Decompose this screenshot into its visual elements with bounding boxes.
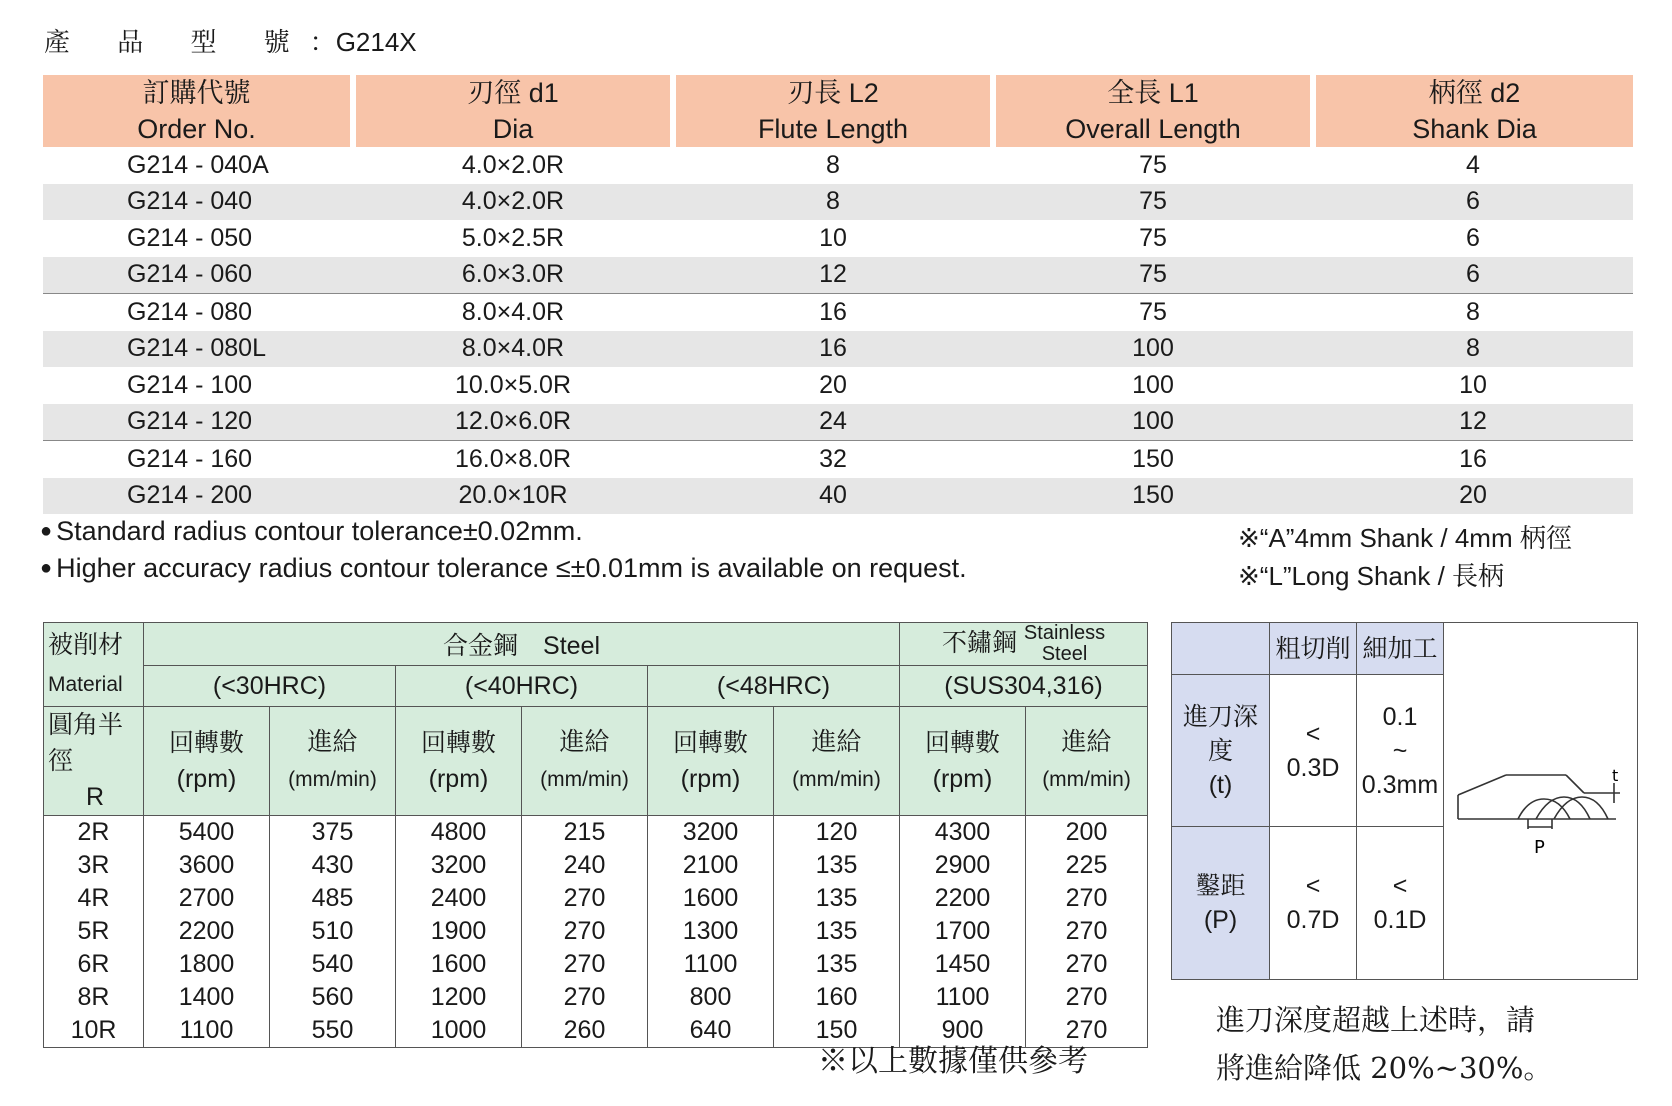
- dp-depth-finish: 0.1 ~ 0.3mm: [1357, 675, 1444, 827]
- dia-cell: 12.0×6.0R: [353, 404, 673, 441]
- feed-cell: 270: [522, 948, 648, 981]
- dp-corner: [1172, 623, 1270, 675]
- feed-cell: 270: [522, 882, 648, 915]
- rpm-cell: 4300: [900, 816, 1026, 850]
- dia-cell: 4.0×2.0R: [353, 184, 673, 221]
- rpm-cell: 1600: [648, 882, 774, 915]
- spec-row: [43, 367, 1633, 404]
- spec-row: [43, 404, 1633, 441]
- radius-cell: 2R: [44, 816, 144, 850]
- dia-cell: 6.0×3.0R: [353, 257, 673, 294]
- overall-length-cell: 100: [1132, 370, 1174, 399]
- overall-length-cell: 100: [993, 404, 1313, 441]
- rpm-cell: 1200: [396, 981, 522, 1014]
- radius-cell: 5R: [44, 915, 144, 948]
- feed-cell: 135: [774, 948, 900, 981]
- rpm-cell: 900: [900, 1014, 1026, 1048]
- feed-header: 進給 (mm/min): [522, 707, 648, 816]
- rpm-cell: 1900: [396, 915, 522, 948]
- tolerance-note-1: ● Standard radius contour tolerance±0.02mm.: [40, 516, 583, 546]
- shank-dia-cell: 4: [1466, 150, 1480, 179]
- rpm-cell: 1100: [648, 948, 774, 981]
- spec-row: [43, 184, 1633, 221]
- shank-dia-cell: 8: [1466, 297, 1480, 326]
- shank-dia-cell: 6: [1313, 184, 1633, 221]
- depth-pitch-table: [1171, 622, 1638, 980]
- rpm-cell: 2200: [144, 915, 270, 948]
- shank-note-a: ※“A”4mm Shank / 4mm 柄徑: [1238, 523, 1572, 553]
- overall-length-cell: 75: [993, 257, 1313, 294]
- cutting-row: [44, 948, 1148, 981]
- flute-length-cell: 8: [826, 150, 840, 179]
- feed-header: 進給 (mm/min): [270, 707, 396, 816]
- cutting-row: [44, 915, 1148, 948]
- dia-cell: 10.0×5.0R: [454, 370, 572, 399]
- flute-length-cell: 32: [819, 444, 847, 473]
- shank-dia-cell: 16: [1459, 444, 1487, 473]
- cutting-conditions-table: [43, 622, 1148, 1048]
- flute-length-cell: 20: [819, 370, 847, 399]
- rpm-cell: 1000: [396, 1014, 522, 1048]
- shank-note-l: ※“L”Long Shank / 長柄: [1238, 561, 1505, 591]
- shank-dia-cell: 8: [1313, 331, 1633, 368]
- feed-cell: 540: [270, 948, 396, 981]
- order-no-cell: G214 - 080L: [43, 331, 353, 368]
- order-no-cell: G214 - 080: [127, 297, 253, 326]
- dp-depth-rough: < 0.3D: [1270, 675, 1357, 827]
- feed-cell: 270: [522, 981, 648, 1014]
- cutting-path-diagram: [1444, 737, 1638, 857]
- feed-cell: 510: [270, 915, 396, 948]
- dia-cell: 5.0×2.5R: [461, 223, 565, 252]
- rpm-cell: 2400: [396, 882, 522, 915]
- flute-length-cell: 12: [673, 257, 993, 294]
- disclaimer: ※以上數據僅供參考: [818, 1044, 1088, 1079]
- rpm-header: 回轉數 (rpm): [648, 707, 774, 816]
- feed-cell: 120: [774, 816, 900, 850]
- rpm-header: 回轉數 (rpm): [396, 707, 522, 816]
- rpm-cell: 2100: [648, 849, 774, 882]
- feed-cell: 160: [774, 981, 900, 1014]
- dp-pitch-rough: < 0.7D: [1270, 827, 1357, 980]
- cutting-row: [44, 816, 1148, 850]
- dia-cell: 16.0×8.0R: [454, 444, 572, 473]
- order-no-cell: G214 - 100: [127, 370, 253, 399]
- feed-cell: 225: [1026, 849, 1148, 882]
- feed-cell: 270: [1026, 882, 1148, 915]
- spec-row: [43, 441, 1633, 478]
- rpm-cell: 2700: [144, 882, 270, 915]
- feed-header: 進給 (mm/min): [774, 707, 900, 816]
- order-no-cell: G214 - 120: [43, 404, 353, 441]
- feed-cell: 560: [270, 981, 396, 1014]
- overall-length-cell: 150: [993, 478, 1313, 515]
- feed-cell: 270: [1026, 981, 1148, 1014]
- diagram-p-label: P: [1534, 836, 1545, 857]
- feed-cell: 550: [270, 1014, 396, 1048]
- feed-cell: 270: [1026, 1014, 1148, 1048]
- feed-cell: 240: [522, 849, 648, 882]
- dia-cell: 8.0×4.0R: [461, 297, 565, 326]
- feed-cell: 375: [270, 816, 396, 850]
- cut-diagram-cell: [1444, 623, 1638, 980]
- spec-row: [43, 257, 1633, 294]
- rpm-cell: 3200: [396, 849, 522, 882]
- radius-cell: 3R: [44, 849, 144, 882]
- feed-cell: 135: [774, 882, 900, 915]
- flute-length-cell: 16: [819, 297, 847, 326]
- tolerance-note-2: ● Higher accuracy radius contour tolerance ≤±0.01mm is available on request.: [40, 553, 967, 583]
- rpm-cell: 1300: [648, 915, 774, 948]
- order-no-cell: G214 - 160: [127, 444, 253, 473]
- model-heading: [44, 22, 417, 59]
- dp-depth-header: 進刀深度 (t): [1172, 675, 1270, 827]
- rpm-cell: 2900: [900, 849, 1026, 882]
- steel-header: 合金鋼 Steel: [144, 623, 900, 666]
- flute-length-cell: 40: [673, 478, 993, 515]
- flute-length-cell: 8: [673, 184, 993, 221]
- hardness-40: (<40HRC): [396, 666, 648, 707]
- feed-cell: 430: [270, 849, 396, 882]
- flute-length-cell: 10: [819, 223, 847, 252]
- dia-cell: 8.0×4.0R: [353, 331, 673, 368]
- order-no-cell: G214 - 040: [43, 184, 353, 221]
- rpm-cell: 1100: [900, 981, 1026, 1014]
- dia-cell: 4.0×2.0R: [461, 150, 565, 179]
- hardness-sus: (SUS304,316): [900, 666, 1148, 707]
- rpm-cell: 1600: [396, 948, 522, 981]
- order-no-cell: G214 - 050: [127, 223, 253, 252]
- rpm-header: 回轉數 (rpm): [900, 707, 1026, 816]
- radius-header: 圓角半徑 R: [44, 707, 144, 816]
- spec-row: [43, 147, 1633, 184]
- flute-length-cell: 16: [673, 331, 993, 368]
- dp-pitch-header: 鑿距 (P): [1172, 827, 1270, 980]
- feed-cell: 260: [522, 1014, 648, 1048]
- rpm-cell: 4800: [396, 816, 522, 850]
- feed-header: 進給 (mm/min): [1026, 707, 1148, 816]
- radius-cell: 4R: [44, 882, 144, 915]
- rpm-cell: 1800: [144, 948, 270, 981]
- feed-cell: 270: [1026, 948, 1148, 981]
- stainless-header: 不鏽鋼 Stainless Steel: [900, 623, 1148, 666]
- spec-row: [43, 331, 1633, 368]
- cutting-row: [44, 849, 1148, 882]
- rpm-cell: 3200: [648, 816, 774, 850]
- flute-length-cell: 24: [673, 404, 993, 441]
- rpm-cell: 640: [648, 1014, 774, 1048]
- feed-cell: 135: [774, 849, 900, 882]
- order-no-cell: G214 - 040A: [127, 150, 269, 179]
- feed-cell: 135: [774, 915, 900, 948]
- overall-length-cell: 75: [1139, 297, 1167, 326]
- shank-dia-cell: 10: [1459, 370, 1487, 399]
- feed-cell: 200: [1026, 816, 1148, 850]
- rpm-cell: 1450: [900, 948, 1026, 981]
- dp-rough-header: 粗切削: [1270, 623, 1357, 675]
- order-no-cell: G214 - 200: [43, 478, 353, 515]
- model-number: G214X: [335, 27, 417, 57]
- radius-cell: 6R: [44, 948, 144, 981]
- model-label: 產 品 型 號: [44, 27, 310, 57]
- overall-length-cell: 75: [1139, 150, 1167, 179]
- overall-length-cell: 100: [993, 331, 1313, 368]
- material-header: 被削材 Material: [44, 623, 144, 707]
- spec-row: [43, 294, 1633, 331]
- col-overall-length: 全長 L1 Overall Length: [993, 75, 1313, 147]
- spec-row: [43, 478, 1633, 515]
- spec-table: [43, 75, 1633, 514]
- diagram-t-label: t: [1612, 765, 1619, 785]
- col-order-no: 訂購代號 Order No.: [43, 75, 353, 147]
- feed-cell: 150: [774, 1014, 900, 1048]
- shank-dia-cell: 6: [1466, 223, 1480, 252]
- cutting-row: [44, 882, 1148, 915]
- shank-dia-cell: 20: [1313, 478, 1633, 515]
- feed-reduction-note: 進刀深度超越上述時，請 將進給降低 20%~30%。: [1216, 1003, 1553, 1085]
- shank-dia-cell: 12: [1313, 404, 1633, 441]
- rpm-cell: 2200: [900, 882, 1026, 915]
- feed-cell: 485: [270, 882, 396, 915]
- col-dia: 刃徑 d1 Dia: [353, 75, 673, 147]
- spec-row: [43, 220, 1633, 257]
- col-shank-dia: 柄徑 d2 Shank Dia: [1313, 75, 1633, 147]
- overall-length-cell: 75: [993, 184, 1313, 221]
- hardness-30: (<30HRC): [144, 666, 396, 707]
- rpm-cell: 5400: [144, 816, 270, 850]
- shank-dia-cell: 6: [1313, 257, 1633, 294]
- dia-cell: 20.0×10R: [353, 478, 673, 515]
- feed-cell: 270: [1026, 915, 1148, 948]
- dp-finish-header: 細加工: [1357, 623, 1444, 675]
- col-flute-length: 刃長 L2 Flute Length: [673, 75, 993, 147]
- spec-header-row: [43, 75, 1633, 147]
- order-no-cell: G214 - 060: [43, 257, 353, 294]
- rpm-cell: 1700: [900, 915, 1026, 948]
- rpm-cell: 1100: [144, 1014, 270, 1048]
- dp-pitch-finish: < 0.1D: [1357, 827, 1444, 980]
- rpm-header: 回轉數 (rpm): [144, 707, 270, 816]
- rpm-cell: 3600: [144, 849, 270, 882]
- rpm-cell: 1400: [144, 981, 270, 1014]
- radius-cell: 10R: [44, 1014, 144, 1048]
- hardness-48: (<48HRC): [648, 666, 900, 707]
- rpm-cell: 800: [648, 981, 774, 1014]
- feed-cell: 270: [522, 915, 648, 948]
- overall-length-cell: 150: [1132, 444, 1174, 473]
- model-colon: ：: [309, 27, 336, 57]
- feed-cell: 215: [522, 816, 648, 850]
- overall-length-cell: 75: [1139, 223, 1167, 252]
- cutting-row: [44, 981, 1148, 1014]
- radius-cell: 8R: [44, 981, 144, 1014]
